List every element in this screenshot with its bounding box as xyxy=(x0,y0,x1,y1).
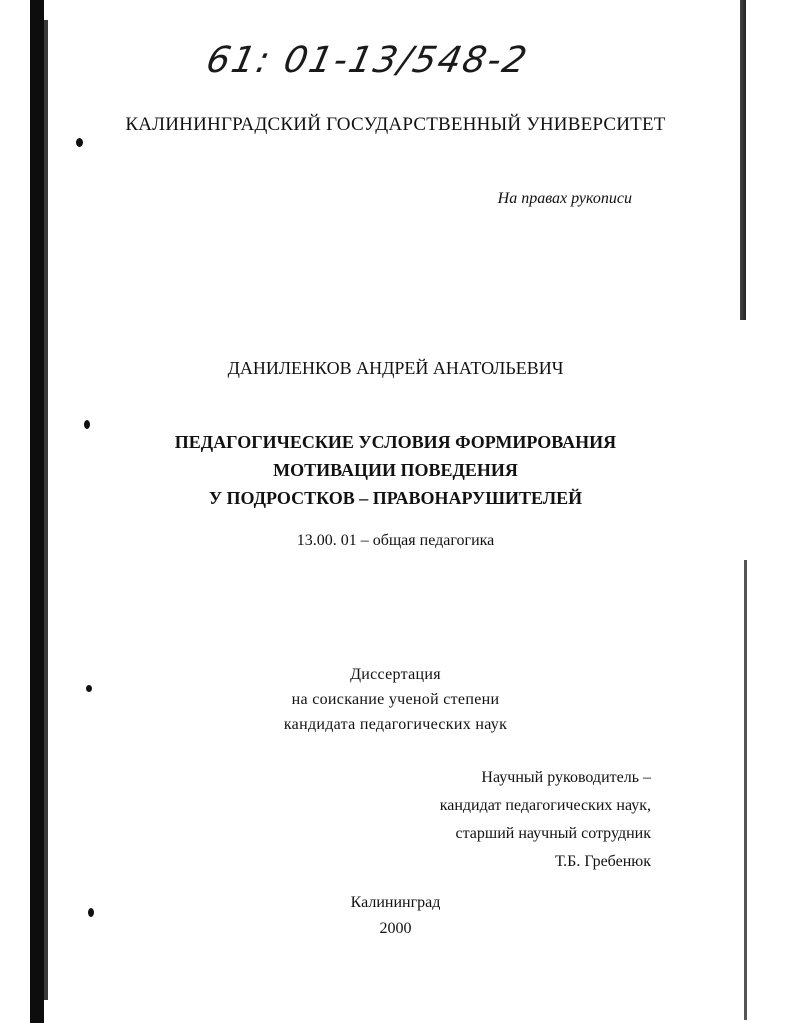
title-line: У ПОДРОСТКОВ – ПРАВОНАРУШИТЕЛЕЙ xyxy=(208,488,583,508)
scan-edge-right-lower xyxy=(744,560,747,1020)
degree-line: кандидата педагогических наук xyxy=(283,716,508,733)
title-line: МОТИВАЦИИ ПОВЕДЕНИЯ xyxy=(273,460,518,480)
supervisor-name: Т.Б. Гребенюк xyxy=(554,853,651,870)
supervisor-block xyxy=(440,764,651,876)
scan-edge-right xyxy=(740,0,746,320)
supervisor-line: старший научный сотрудник xyxy=(455,825,651,842)
manuscript-rights-note: На правах рукописи xyxy=(497,190,632,207)
title-line: ПЕДАГОГИЧЕСКИЕ УСЛОВИЯ ФОРМИРОВАНИЯ xyxy=(174,432,617,452)
degree-line: на соискание ученой степени xyxy=(291,691,500,708)
university-name: КАЛИНИНГРАДСКИЙ ГОСУДАРСТВЕННЫЙ УНИВЕРСИТЕТ xyxy=(125,114,666,135)
specialty-code: 13.00. 01 – общая педагогика xyxy=(296,532,495,549)
place-and-year xyxy=(0,890,791,942)
degree-line: Диссертация xyxy=(350,666,441,683)
degree-statement xyxy=(0,662,791,737)
city: Калининград xyxy=(350,894,441,911)
supervisor-line: кандидат педагогических наук, xyxy=(439,797,651,814)
year: 2000 xyxy=(379,920,412,937)
supervisor-line: Научный руководитель – xyxy=(481,769,651,786)
dissertation-title xyxy=(0,428,791,512)
author-name: ДАНИЛЕНКОВ АНДРЕЙ АНАТОЛЬЕВИЧ xyxy=(227,358,564,378)
handwritten-catalog-number: 61: 01-13/548-2 xyxy=(202,40,533,81)
scan-speck xyxy=(76,138,83,147)
